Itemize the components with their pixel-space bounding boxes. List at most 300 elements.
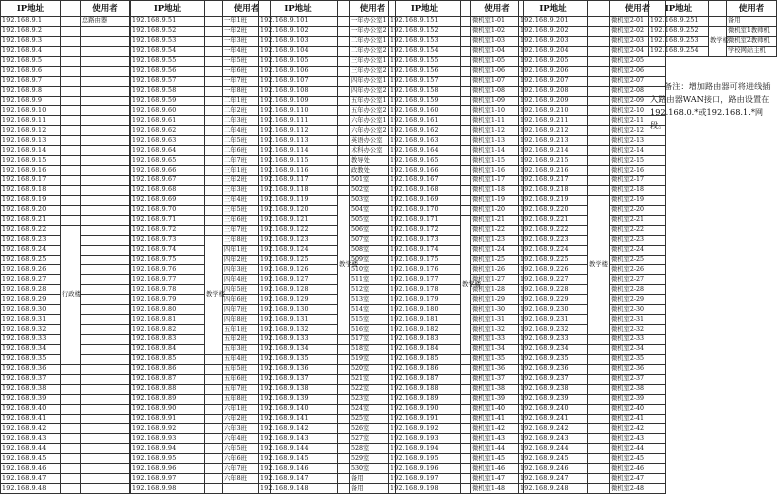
ip-address-cell: 192.168.9.143 — [259, 434, 338, 444]
ip-address-cell: 192.168.9.57 — [131, 76, 205, 86]
ip-address-cell: 192.168.9.219 — [519, 195, 588, 205]
user-cell — [81, 215, 130, 225]
ip-address-cell: 192.168.9.117 — [259, 176, 338, 186]
ip-address-cell: 192.168.9.84 — [131, 344, 205, 354]
ip-address-cell: 192.168.9.17 — [1, 176, 61, 186]
user-cell: 微机室2-28 — [610, 285, 666, 295]
ip-address-cell: 192.168.9.8 — [1, 86, 61, 96]
group-cell — [588, 424, 610, 434]
group-cell — [205, 46, 223, 56]
user-cell: 微机室2-11 — [610, 116, 666, 126]
user-cell — [81, 364, 130, 374]
ip-address-cell: 192.168.9.92 — [131, 424, 205, 434]
group-cell — [61, 76, 81, 86]
user-cell: 微机室2-34 — [610, 344, 666, 354]
user-cell — [81, 275, 130, 285]
table-row — [259, 66, 396, 76]
table-row — [519, 86, 666, 96]
user-cell: 微机室2-39 — [610, 394, 666, 404]
table-row — [131, 195, 271, 205]
group-cell — [61, 46, 81, 56]
group-cell — [338, 484, 350, 494]
ip-table-block — [0, 0, 130, 494]
user-cell — [81, 414, 130, 424]
table-row — [259, 454, 396, 464]
user-cell — [81, 454, 130, 464]
ip-address-cell: 192.168.9.81 — [131, 315, 205, 325]
user-cell: 备用 — [350, 474, 396, 484]
user-cell: 三年6班 — [223, 215, 271, 225]
user-cell: 微机室1-02 — [471, 26, 524, 36]
table-row — [131, 384, 271, 394]
ip-address-cell: 192.168.9.71 — [131, 215, 205, 225]
table-row — [389, 106, 524, 116]
table-row — [1, 484, 130, 494]
table-row — [131, 56, 271, 66]
user-cell: 一年2班 — [223, 26, 271, 36]
ip-address-cell: 192.168.9.4 — [1, 46, 61, 56]
table-row — [1, 195, 130, 205]
group-cell — [205, 374, 223, 384]
group-cell — [338, 26, 350, 36]
user-cell: 四年办公室2 — [350, 86, 396, 96]
ip-address-cell: 192.168.9.125 — [259, 255, 338, 265]
user-cell: 微机室1-44 — [471, 444, 524, 454]
table-row — [1, 126, 130, 136]
user-cell: 一年4班 — [223, 46, 271, 56]
user-cell: 六年8班 — [223, 474, 271, 484]
ip-address-cell: 192.168.9.37 — [1, 374, 61, 384]
group-cell — [461, 474, 471, 484]
group-cell — [588, 96, 610, 106]
group-cell — [588, 76, 610, 86]
table-row — [1, 364, 130, 374]
user-cell: 515室 — [350, 315, 396, 325]
ip-address-cell: 192.168.9.12 — [1, 126, 61, 136]
user-cell — [81, 404, 130, 414]
user-cell: 504室 — [350, 205, 396, 215]
ip-address-cell: 192.168.9.131 — [259, 315, 338, 325]
group-cell — [338, 394, 350, 404]
ip-address-cell: 192.168.9.78 — [131, 285, 205, 295]
group-cell — [338, 76, 350, 86]
table-row — [259, 474, 396, 484]
table-row — [389, 444, 524, 454]
table-row — [259, 235, 396, 245]
group-cell — [205, 404, 223, 414]
table-row — [519, 146, 666, 156]
ip-address-cell: 192.168.9.69 — [131, 195, 205, 205]
ip-address-cell: 192.168.9.33 — [1, 335, 61, 345]
ip-table-block — [648, 0, 777, 57]
ip-address-cell: 192.168.9.247 — [519, 474, 588, 484]
group-cell — [338, 166, 350, 176]
table-row — [131, 86, 271, 96]
user-cell: 六年7班 — [223, 464, 271, 474]
user-cell — [81, 315, 130, 325]
user-cell: 微机室2-44 — [610, 444, 666, 454]
table-row — [131, 126, 271, 136]
ip-address-cell: 192.168.9.163 — [389, 136, 461, 146]
group-cell — [205, 106, 223, 116]
user-cell: 微机室1-37 — [471, 374, 524, 384]
table-row — [389, 66, 524, 76]
user-cell: 微机室2-05 — [610, 56, 666, 66]
table-row — [389, 384, 524, 394]
table-row — [519, 384, 666, 394]
group-cell — [338, 176, 350, 186]
table-row — [1, 106, 130, 116]
group-cell — [588, 185, 610, 195]
user-cell: 508室 — [350, 245, 396, 255]
ip-address-cell: 192.168.9.139 — [259, 394, 338, 404]
table-row — [1, 185, 130, 195]
ip-address-cell: 192.168.9.28 — [1, 285, 61, 295]
group-cell — [61, 96, 81, 106]
ip-address-cell: 192.168.9.155 — [389, 56, 461, 66]
user-cell: 微机室2-25 — [610, 255, 666, 265]
table-row — [1, 96, 130, 106]
ip-address-cell: 192.168.9.196 — [389, 464, 461, 474]
ip-address-cell: 192.168.9.29 — [1, 295, 61, 305]
user-cell: 备用 — [350, 484, 396, 494]
ip-address-cell: 192.168.9.236 — [519, 364, 588, 374]
table-row — [131, 464, 271, 474]
group-cell — [338, 464, 350, 474]
table-row — [389, 166, 524, 176]
user-cell: 微机室2-17 — [610, 176, 666, 186]
user-cell: 一年5班 — [223, 56, 271, 66]
table-row — [1, 156, 130, 166]
ip-address-cell: 192.168.9.207 — [519, 76, 588, 86]
table-row — [1, 76, 130, 86]
group-cell — [205, 36, 223, 46]
table-row — [259, 225, 396, 235]
ip-address-cell: 192.168.9.102 — [259, 26, 338, 36]
group-cell — [588, 474, 610, 484]
ip-address-cell: 192.168.9.101 — [259, 17, 338, 27]
group-cell — [588, 176, 610, 186]
ip-address-cell: 192.168.9.46 — [1, 464, 61, 474]
user-cell: 512室 — [350, 285, 396, 295]
ip-address-cell: 192.168.9.133 — [259, 335, 338, 345]
user-cell: 微机室2-22 — [610, 225, 666, 235]
group-cell — [61, 394, 81, 404]
ip-address-cell: 192.168.9.169 — [389, 195, 461, 205]
ip-address-cell: 192.168.9.95 — [131, 454, 205, 464]
user-cell: 微机室2-45 — [610, 454, 666, 464]
table-row — [1, 404, 130, 414]
user-cell: 一年办公室1 — [350, 17, 396, 27]
user-cell: 514室 — [350, 305, 396, 315]
table-row — [389, 195, 524, 205]
ip-address-cell: 192.168.9.140 — [259, 404, 338, 414]
user-cell: 505室 — [350, 215, 396, 225]
ip-address-cell: 192.168.9.174 — [389, 245, 461, 255]
user-cell — [81, 384, 130, 394]
table-row — [389, 285, 524, 295]
user-cell: 微机室1-13 — [471, 136, 524, 146]
user-cell: 微机室2-32 — [610, 325, 666, 335]
group-cell — [588, 464, 610, 474]
user-cell: 511室 — [350, 275, 396, 285]
group-cell — [205, 215, 223, 225]
user-cell: 微机室1-31 — [471, 315, 524, 325]
ip-table-block — [388, 0, 524, 494]
ip-address-cell: 192.168.9.186 — [389, 364, 461, 374]
group-cell — [61, 195, 81, 205]
user-cell — [81, 96, 130, 106]
group-cell — [588, 26, 610, 36]
user-cell: 微机室2-15 — [610, 156, 666, 166]
user-cell: 三年办公室2 — [350, 66, 396, 76]
table-row — [1, 146, 130, 156]
ip-address-cell: 192.168.9.253 — [649, 36, 709, 46]
user-cell: 510室 — [350, 265, 396, 275]
user-cell: 527室 — [350, 434, 396, 444]
ip-address-cell: 192.168.9.103 — [259, 36, 338, 46]
ip-address-cell: 192.168.9.20 — [1, 205, 61, 215]
user-cell — [81, 354, 130, 364]
user-column-header: 使用者 — [81, 1, 130, 17]
table-row — [519, 404, 666, 414]
ip-address-cell: 192.168.9.184 — [389, 344, 461, 354]
table-row — [259, 315, 396, 325]
user-cell — [81, 424, 130, 434]
ip-address-cell: 192.168.9.182 — [389, 325, 461, 335]
group-cell — [588, 414, 610, 424]
group-cell — [588, 335, 610, 345]
user-cell: 529室 — [350, 454, 396, 464]
group-cell — [205, 384, 223, 394]
ip-address-cell: 192.168.9.15 — [1, 156, 61, 166]
table-row — [259, 146, 396, 156]
table-row — [131, 235, 271, 245]
group-cell — [588, 86, 610, 96]
ip-address-cell: 192.168.9.119 — [259, 195, 338, 205]
user-cell: 政教处 — [350, 166, 396, 176]
group-cell — [461, 126, 471, 136]
table-row — [519, 76, 666, 86]
group-cell — [461, 205, 471, 215]
table-row — [259, 176, 396, 186]
user-cell: 516室 — [350, 325, 396, 335]
ip-address-cell: 192.168.9.98 — [131, 484, 205, 494]
group-cell — [588, 454, 610, 464]
table-row — [131, 444, 271, 454]
table-row — [259, 414, 396, 424]
ip-address-cell: 192.168.9.106 — [259, 66, 338, 76]
ip-address-cell: 192.168.9.64 — [131, 146, 205, 156]
group-cell — [461, 166, 471, 176]
ip-address-cell: 192.168.9.122 — [259, 225, 338, 235]
user-cell: 微机室2-27 — [610, 275, 666, 285]
ip-address-cell: 192.168.9.246 — [519, 464, 588, 474]
ip-address-cell: 192.168.9.189 — [389, 394, 461, 404]
table-row — [519, 464, 666, 474]
user-cell: 微机室1-01 — [471, 17, 524, 27]
user-cell: 微机室2-31 — [610, 315, 666, 325]
group-cell — [61, 17, 81, 27]
user-cell: 六年1班 — [223, 404, 271, 414]
ip-column-header: IP地址 — [131, 1, 205, 17]
user-cell: 一年7班 — [223, 76, 271, 86]
ip-column-header: IP地址 — [259, 1, 338, 17]
table-row — [1, 17, 130, 27]
user-cell: 一年8班 — [223, 86, 271, 96]
user-cell: 微机室2-26 — [610, 265, 666, 275]
group-cell — [205, 414, 223, 424]
ip-column-header: IP地址 — [649, 1, 709, 17]
table-row — [131, 424, 271, 434]
user-cell: 五年8班 — [223, 394, 271, 404]
ip-address-cell: 192.168.9.226 — [519, 265, 588, 275]
ip-address-cell: 192.168.9.217 — [519, 176, 588, 186]
table-row — [1, 56, 130, 66]
group-cell — [588, 56, 610, 66]
table-row — [519, 126, 666, 136]
ip-address-cell: 192.168.9.6 — [1, 66, 61, 76]
user-cell: 术科办公室 — [350, 146, 396, 156]
table-row — [131, 275, 271, 285]
group-cell — [338, 96, 350, 106]
user-cell: 微机室1-08 — [471, 86, 524, 96]
user-cell: 530室 — [350, 464, 396, 474]
group-cell — [338, 474, 350, 484]
group-cell — [205, 136, 223, 146]
user-cell: 三年办公室1 — [350, 56, 396, 66]
ip-address-cell: 192.168.9.93 — [131, 434, 205, 444]
table-row — [131, 176, 271, 186]
user-cell — [81, 46, 130, 56]
group-cell — [461, 146, 471, 156]
user-cell: 微机室1-26 — [471, 265, 524, 275]
table-row — [259, 26, 396, 36]
user-cell: 五年6班 — [223, 374, 271, 384]
group-cell — [61, 374, 81, 384]
ip-address-cell: 192.168.9.109 — [259, 96, 338, 106]
user-cell: 三年5班 — [223, 205, 271, 215]
user-cell: 学校网站主机 — [727, 46, 777, 56]
group-cell — [338, 354, 350, 364]
ip-address-cell: 192.168.9.123 — [259, 235, 338, 245]
user-cell: 五年7班 — [223, 384, 271, 394]
user-cell: 微机室2教师机 — [727, 36, 777, 46]
user-cell: 507室 — [350, 235, 396, 245]
table-row — [519, 364, 666, 374]
user-cell: 三年1班 — [223, 166, 271, 176]
ip-address-cell: 192.168.9.241 — [519, 414, 588, 424]
group-cell — [205, 205, 223, 215]
group-cell — [205, 464, 223, 474]
ip-address-cell: 192.168.9.67 — [131, 176, 205, 186]
ip-address-cell: 192.168.9.251 — [649, 17, 709, 27]
building-group-label: 教学楼 — [205, 235, 223, 354]
group-cell — [205, 56, 223, 66]
group-cell — [338, 106, 350, 116]
table-row — [131, 215, 271, 225]
table-row — [1, 434, 130, 444]
group-cell — [205, 454, 223, 464]
ip-address-cell: 192.168.9.25 — [1, 255, 61, 265]
user-cell — [81, 116, 130, 126]
group-cell — [61, 364, 81, 374]
table-row — [519, 176, 666, 186]
ip-address-cell: 192.168.9.171 — [389, 215, 461, 225]
table-row — [259, 36, 396, 46]
building-group-label: 行政楼 — [61, 225, 81, 364]
user-cell: 微机室2-37 — [610, 374, 666, 384]
table-row — [1, 474, 130, 484]
user-cell: 二年3班 — [223, 116, 271, 126]
table-row — [389, 434, 524, 444]
ip-address-cell: 192.168.9.129 — [259, 295, 338, 305]
table-row — [131, 205, 271, 215]
group-cell — [461, 384, 471, 394]
group-cell — [205, 66, 223, 76]
building-group-label: 教学楼 — [338, 195, 350, 334]
user-cell — [81, 374, 130, 384]
group-column-header — [205, 1, 223, 17]
table-row — [131, 26, 271, 36]
ip-address-cell: 192.168.9.74 — [131, 245, 205, 255]
ip-address-cell: 192.168.9.212 — [519, 126, 588, 136]
user-cell: 五年5班 — [223, 364, 271, 374]
ip-address-cell: 192.168.9.152 — [389, 26, 461, 36]
group-cell — [61, 424, 81, 434]
user-cell — [81, 26, 130, 36]
table-row — [519, 66, 666, 76]
table-row — [389, 96, 524, 106]
ip-address-cell: 192.168.9.170 — [389, 205, 461, 215]
ip-address-cell: 192.168.9.54 — [131, 46, 205, 56]
table-row — [259, 384, 396, 394]
table-row — [649, 17, 777, 27]
user-cell: 微机室2-48 — [610, 484, 666, 494]
table-row — [1, 176, 130, 186]
ip-address-cell: 192.168.9.10 — [1, 106, 61, 116]
ip-address-cell: 192.168.9.185 — [389, 354, 461, 364]
table-row — [1, 116, 130, 126]
user-cell — [81, 295, 130, 305]
ip-address-cell: 192.168.9.96 — [131, 464, 205, 474]
ip-address-cell: 192.168.9.201 — [519, 17, 588, 27]
ip-address-cell: 192.168.9.232 — [519, 325, 588, 335]
ip-address-cell: 192.168.9.114 — [259, 146, 338, 156]
ip-address-cell: 192.168.9.94 — [131, 444, 205, 454]
group-cell — [461, 66, 471, 76]
user-cell: 微机室1-42 — [471, 424, 524, 434]
ip-address-cell: 192.168.9.135 — [259, 354, 338, 364]
table-row — [389, 265, 524, 275]
table-row — [389, 136, 524, 146]
table-row — [259, 374, 396, 384]
table-row — [389, 185, 524, 195]
group-cell — [461, 26, 471, 36]
ip-address-cell: 192.168.9.1 — [1, 17, 61, 27]
table-row — [259, 424, 396, 434]
user-cell: 微机室2-12 — [610, 126, 666, 136]
group-cell — [461, 36, 471, 46]
group-cell — [61, 434, 81, 444]
group-cell — [588, 136, 610, 146]
user-cell: 英语办公室 — [350, 136, 396, 146]
ip-address-cell: 192.168.9.24 — [1, 245, 61, 255]
ip-address-cell: 192.168.9.61 — [131, 116, 205, 126]
ip-address-cell: 192.168.9.14 — [1, 146, 61, 156]
table-row — [259, 116, 396, 126]
ip-address-cell: 192.168.9.19 — [1, 195, 61, 205]
